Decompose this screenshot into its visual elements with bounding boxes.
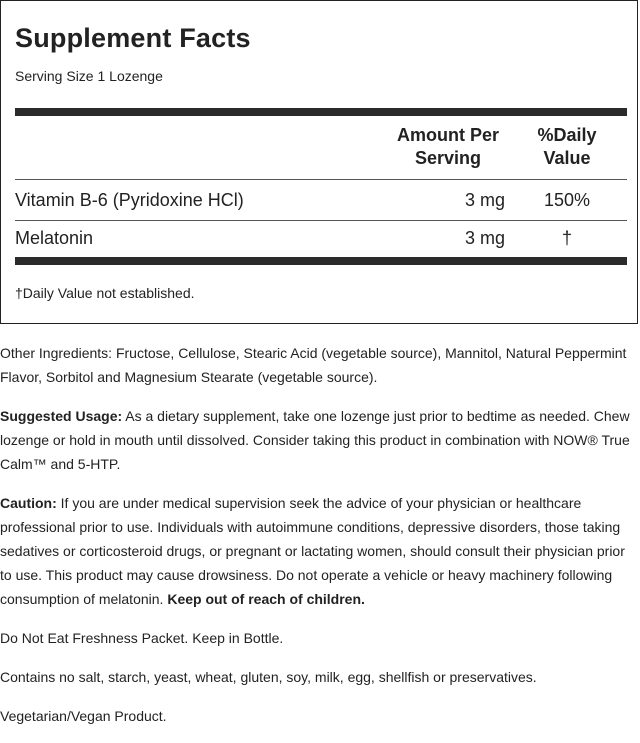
nutrient-daily-value: 150% — [543, 190, 591, 210]
row-rule — [15, 220, 627, 221]
nutrient-name: Melatonin — [15, 228, 94, 248]
suggested-usage — [0, 404, 636, 476]
caution — [0, 491, 636, 611]
caution-text: If you are under medical supervision seek the advice of your physician or healthcare professional prior to use. Individuals with autoimmune conditions, depressive disorders, those taking sedatives or corticosteroid drugs, or pregnant or lactating women, should consult their physician prior to use. This product may cause drowsiness. Do not operate a vehicle or heavy machinery following consumption of melatonin. — [0, 495, 625, 607]
daily-value-header: %Daily Value — [537, 125, 597, 168]
nutrient-amount: 3 mg — [464, 190, 505, 210]
suggested-usage-text: As a dietary supplement, take one lozenge just prior to bedtime as needed. Chew lozenge or hold in mouth until dissolved. Consider taking this product in combination with NOW® True Calm™ and 5-HTP. — [0, 408, 630, 472]
footer-divider-bar — [15, 257, 627, 265]
caution-warning: Keep out of reach of children. — [167, 591, 365, 607]
nutrient-amount: 3 mg — [464, 228, 505, 248]
header-rule — [15, 179, 627, 180]
vegetarian-note: Vegetarian/Vegan Product. — [0, 708, 167, 724]
facts-title: Supplement Facts — [15, 23, 251, 53]
caution-heading: Caution: — [0, 495, 57, 511]
label-text — [0, 341, 636, 743]
nutrient-daily-value: † — [561, 228, 572, 248]
other-ingredients: Other Ingredients: Fructose, Cellulose, Stearic Acid (vegetable source), Mannitol, Natural Peppermint Flavor, Sorbitol and Magnesium Stearate (vegetable source). — [0, 345, 627, 385]
allergen-note: Contains no salt, starch, yeast, wheat, gluten, soy, milk, egg, shellfish or preservatives. — [0, 669, 537, 685]
supplement-facts-panel — [0, 0, 638, 324]
amount-per-serving-header: Amount Per Serving — [396, 125, 499, 168]
serving-size: Serving Size 1 Lozenge — [15, 68, 163, 84]
freshness-note: Do Not Eat Freshness Packet. Keep in Bottle. — [0, 630, 284, 646]
header-divider-bar — [15, 108, 627, 116]
daily-value-footnote: †Daily Value not established. — [15, 285, 195, 301]
suggested-usage-heading: Suggested Usage: — [0, 408, 123, 424]
nutrient-name: Vitamin B-6 (Pyridoxine HCl) — [15, 190, 244, 210]
